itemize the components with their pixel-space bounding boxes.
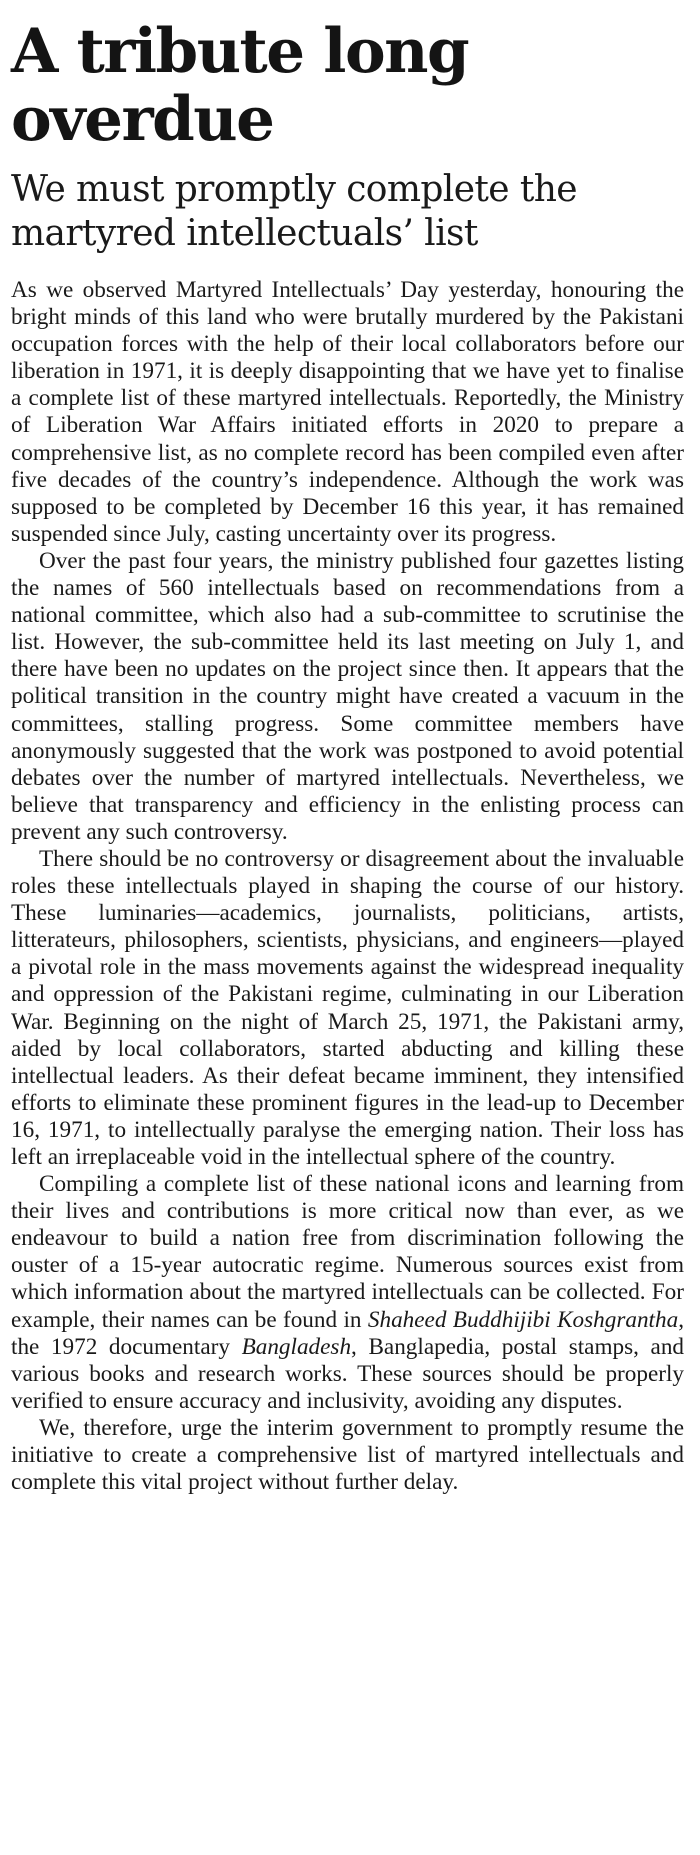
paragraph-4 xyxy=(11,1171,684,1415)
documentary-title: Bangladesh xyxy=(241,1333,352,1360)
paragraph-4-text-b: , the 1972 documentary xyxy=(11,1306,684,1360)
subheadline: We must promptly complete the martyred intellectuals’ list xyxy=(11,169,578,254)
editorial-article xyxy=(11,18,684,1496)
paragraph-4-text-c: , Banglapedia, postal stamps, and various books and research works. These sources should be properly verified to ensure accuracy and inclusivity, avoiding any disputes. xyxy=(11,1333,685,1414)
paragraph-5: We, therefore, urge the interim government to promptly resume the initiative to create a comprehensive list of martyred intellectuals and complete this vital project without further delay. xyxy=(11,1414,684,1496)
paragraph-1: As we observed Martyred Intellectuals’ Day yesterday, honouring the bright minds of this land who were brutally murdered by the Pakistani occupation forces with the help of their local collaborators before our liberation in 1971, it is deeply disappointing that we have yet to finalise a complete list of these martyred intellectuals. Reportedly, the Ministry of Liberation War Affairs initiated efforts in 2020 to prepare a comprehensive list, as no complete record has been compiled even after five decades of the country’s independence. Although the work was supposed to be completed by December 16 this year, it has remained suspended since July, casting uncertainty over its progress. xyxy=(11,277,684,547)
book-title: Shaheed Buddhijibi Koshgrantha xyxy=(367,1306,679,1333)
paragraph-3: There should be no controversy or disagreement about the invaluable roles these intellectuals played in shaping the course of our history. These luminaries—academics, journalists, politicians, artists, litterateurs, philosophers, scientists, physicians, and engineers—played a pivotal role in the mass movements against the widespread inequality and oppression of the Pakistani regime, culminating in our Liberation War. Beginning on the night of March 25, 1971, the Pakistani army, aided by local collaborators, started abducting and killing these intellectual leaders. As their defeat became imminent, they intensified efforts to eliminate these prominent figures in the lead-up to December 16, 1971, to intellectually paralyse the emerging nation. Their loss has left an irreplaceable void in the intellectual sphere of the country. xyxy=(11,845,684,1170)
paragraph-4-text-a: Compiling a complete list of these national icons and learning from their lives and contributions is more critical now than ever, as we endeavour to build a nation free from discrimination following the ouster of a 15-year autocratic regime. Numerous sources exist from which information about the martyred intellectuals can be collected. For example, their names can be found in xyxy=(11,1171,684,1333)
article-body xyxy=(11,277,684,1496)
paragraph-2: Over the past four years, the ministry published four gazettes listing the names of 560 intellectuals based on recommendations from a national committee, which also had a sub-committee to scrutinise the list. However, the sub-committee held its last meeting on July 1, and there have been no updates on the project since then. It appears that the political transition in the country might have created a vacuum in the committees, stalling progress. Some committee members have anonymously suggested that the work was postponed to avoid potential debates over the number of martyred intellectuals. Nevertheless, we believe that transparency and efficiency in the enlisting process can prevent any such controversy. xyxy=(11,547,684,845)
headline: A tribute long overdue xyxy=(11,16,469,155)
